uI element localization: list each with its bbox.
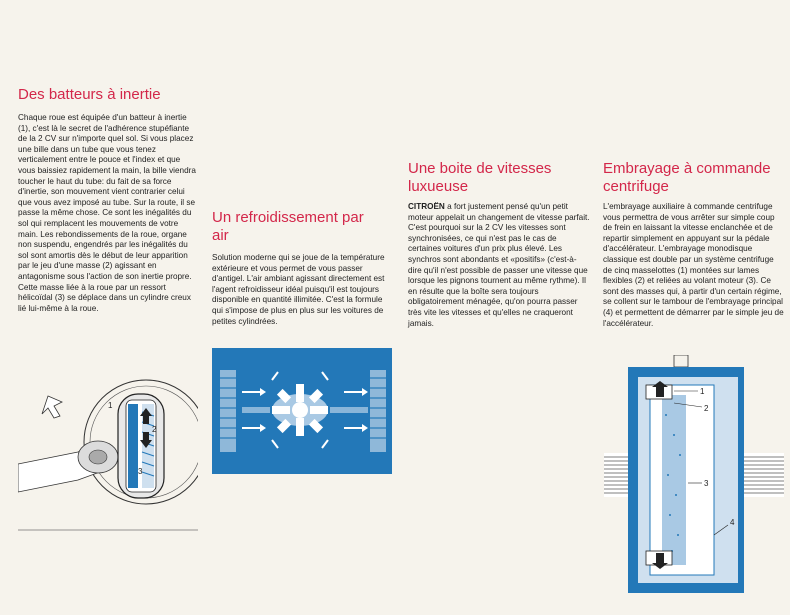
clutch-label-2: 2 bbox=[704, 404, 709, 413]
text-boite bbox=[408, 202, 590, 329]
clutch-label-3: 3 bbox=[704, 479, 709, 488]
text-refroidissement: Solution moderne qui se joue de la température extérieure et vous permet de vous passer d'antigel. L'air ambiant agissant directement est l'agent refroidisseur idéal puisqu'il est toujours disponible en quantité illimitée. C'est la formule qui s'impose de plus en plus sur les voitures de petites cylindrées. bbox=[212, 253, 385, 326]
inertia-label-2: 2 bbox=[152, 425, 157, 434]
centrifugal-clutch-diagram bbox=[604, 355, 784, 595]
air-cooling-diagram bbox=[212, 348, 392, 474]
text-boite-body: a fort justement pensé qu'un petit moteur appelait un changement de vitesse parfait. C'est pourquoi sur la 2 CV les vitesses sont synchronisées, ce qui n'est pas le cas de certaines voitures d'un prix plus élevé. Les synchros sont abondants et «positifs» (c'est-à-dire qu'il n'est possible de passer une vitesse que lorsque les pignons tournent au même rythme). Il en résulte que la boîte sera toujours obligatoirement ménagée, qu'on pourra passer très vite les vitesses et qu'elles ne craqueront jamais. bbox=[408, 202, 590, 328]
heading-refroidissement: Un refroidissement par air bbox=[212, 209, 364, 244]
inertia-label-1: 1 bbox=[108, 401, 113, 410]
clutch-label-4: 4 bbox=[730, 518, 735, 527]
inertia-damper-diagram bbox=[18, 372, 198, 532]
text-embrayage: L'embrayage auxiliaire à commande centrifuge vous permettra de vous arrêter sur simple coup de frein en laissant la vitesse enclanchée et de repartir simplement en appuyant sur la pédale d'accélérateur. L'embrayage monodisque classique est double par un système centrifuge de cinq masselottes (1) montées sur lames flexibles (2) et reliées au volant moteur (3). Ce sont des masses qui, à partir d'un certain régime, se collent sur le tambour de l'embrayage principal (4) et permettent de démarrer par le simple jeu de l'accélérateur. bbox=[603, 202, 784, 328]
heading-embrayage: Embrayage à commande centrifuge bbox=[603, 160, 771, 195]
clutch-label-1: 1 bbox=[700, 387, 705, 396]
text-batteurs: Chaque roue est équipée d'un batteur à inertie (1), c'est là le secret de l'adhérence stupéfiante de la 2 CV sur n'importe quel sol. Si vous placez une bille dans un tube que vous tenez verticalement entre le pouce et l'index et que vous baissiez rapidement la main, la bille viendra toucher le haut du tube: du fait de sa force d'inertie, son mouvement vient contrarier celui que vous avez imposé au tube. Sur la route, il se passe la même chose. Ce sont les inégalités du sol qui remplacent les mouvements de votre main. Les rebondissements de la roue, organe non suspendu, engendrés par les inégalités du sol sont amortis dès le début de leur apparition par le jeu d'une masse (2) agissant en antagonisme sous l'action de son inertie propre. Cette masse liée à la roue par un ressort hélicoïdal (3) se déplace dans un cylindre creux lié lui-même à la roue. bbox=[18, 113, 196, 313]
heading-boite: Une boite de vitesses luxueuse bbox=[408, 160, 552, 195]
text-boite-lead: CITROËN bbox=[408, 202, 445, 211]
inertia-label-3: 3 bbox=[138, 467, 143, 476]
heading-batteurs: Des batteurs à inertie bbox=[18, 86, 161, 103]
